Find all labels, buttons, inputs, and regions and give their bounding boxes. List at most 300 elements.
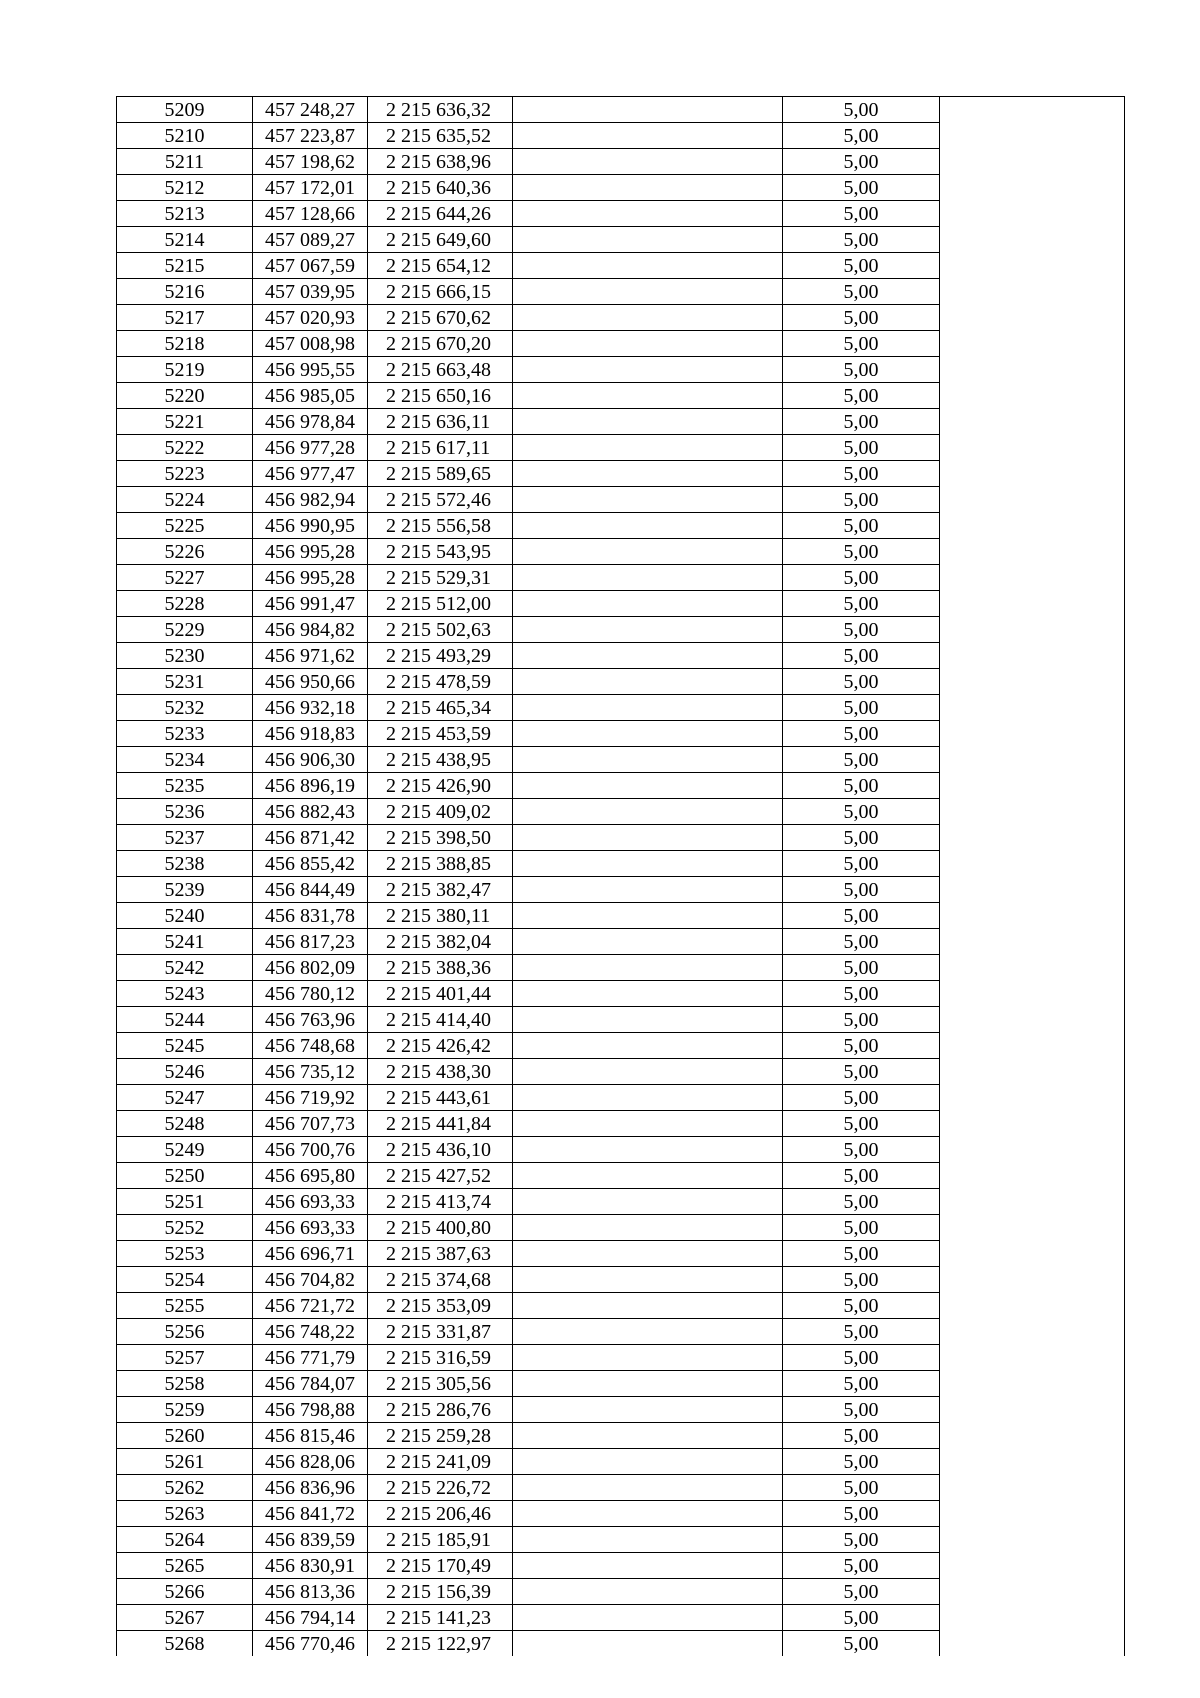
empty-cell [940,591,1125,617]
empty-cell [513,695,783,721]
y-coordinate-cell: 2 215 316,59 [368,1345,513,1371]
point-number-cell: 5259 [117,1397,253,1423]
empty-cell [940,1501,1125,1527]
x-coordinate-cell: 457 223,87 [253,123,368,149]
point-number-cell: 5211 [117,149,253,175]
empty-cell [940,1267,1125,1293]
empty-cell [513,123,783,149]
value-cell: 5,00 [783,487,940,513]
x-coordinate-cell: 456 831,78 [253,903,368,929]
point-number-cell: 5247 [117,1085,253,1111]
empty-cell [513,305,783,331]
x-coordinate-cell: 456 991,47 [253,591,368,617]
y-coordinate-cell: 2 215 426,42 [368,1033,513,1059]
empty-cell [940,617,1125,643]
table-row [117,1397,1125,1423]
point-number-cell: 5216 [117,279,253,305]
x-coordinate-cell: 456 978,84 [253,409,368,435]
empty-cell [513,383,783,409]
point-number-cell: 5222 [117,435,253,461]
table-row [117,617,1125,643]
x-coordinate-cell: 456 977,28 [253,435,368,461]
empty-cell [940,487,1125,513]
point-number-cell: 5215 [117,253,253,279]
empty-cell [513,1085,783,1111]
empty-cell [513,279,783,305]
empty-cell [940,1293,1125,1319]
y-coordinate-cell: 2 215 426,90 [368,773,513,799]
x-coordinate-cell: 456 696,71 [253,1241,368,1267]
empty-cell [940,513,1125,539]
empty-cell [940,955,1125,981]
value-cell: 5,00 [783,1527,940,1553]
point-number-cell: 5217 [117,305,253,331]
x-coordinate-cell: 456 896,19 [253,773,368,799]
empty-cell [940,1449,1125,1475]
value-cell: 5,00 [783,1111,940,1137]
empty-cell [513,1189,783,1215]
x-coordinate-cell: 457 020,93 [253,305,368,331]
table-row [117,747,1125,773]
x-coordinate-cell: 457 172,01 [253,175,368,201]
empty-cell [513,1631,783,1657]
empty-cell [940,1605,1125,1631]
x-coordinate-cell: 456 721,72 [253,1293,368,1319]
y-coordinate-cell: 2 215 572,46 [368,487,513,513]
table-row [117,97,1125,123]
y-coordinate-cell: 2 215 241,09 [368,1449,513,1475]
empty-cell [940,383,1125,409]
point-number-cell: 5223 [117,461,253,487]
x-coordinate-cell: 457 067,59 [253,253,368,279]
y-coordinate-cell: 2 215 465,34 [368,695,513,721]
table-row [117,825,1125,851]
point-number-cell: 5230 [117,643,253,669]
y-coordinate-cell: 2 215 414,40 [368,1007,513,1033]
y-coordinate-cell: 2 215 409,02 [368,799,513,825]
point-number-cell: 5263 [117,1501,253,1527]
value-cell: 5,00 [783,1215,940,1241]
empty-cell [940,1397,1125,1423]
value-cell: 5,00 [783,305,940,331]
point-number-cell: 5254 [117,1267,253,1293]
x-coordinate-cell: 456 839,59 [253,1527,368,1553]
empty-cell [940,461,1125,487]
point-number-cell: 5235 [117,773,253,799]
value-cell: 5,00 [783,1267,940,1293]
x-coordinate-cell: 456 985,05 [253,383,368,409]
empty-cell [940,1137,1125,1163]
y-coordinate-cell: 2 215 401,44 [368,981,513,1007]
y-coordinate-cell: 2 215 453,59 [368,721,513,747]
value-cell: 5,00 [783,1007,940,1033]
empty-cell [513,175,783,201]
point-number-cell: 5256 [117,1319,253,1345]
table-row [117,175,1125,201]
empty-cell [940,747,1125,773]
empty-cell [513,1605,783,1631]
y-coordinate-cell: 2 215 636,11 [368,409,513,435]
table-row [117,305,1125,331]
value-cell: 5,00 [783,591,940,617]
value-cell: 5,00 [783,773,940,799]
empty-cell [513,1111,783,1137]
value-cell: 5,00 [783,1163,940,1189]
table-row [117,1137,1125,1163]
point-number-cell: 5209 [117,97,253,123]
empty-cell [513,1267,783,1293]
x-coordinate-cell: 456 780,12 [253,981,368,1007]
empty-cell [940,305,1125,331]
x-coordinate-cell: 456 982,94 [253,487,368,513]
table-row [117,669,1125,695]
empty-cell [513,357,783,383]
x-coordinate-cell: 456 707,73 [253,1111,368,1137]
table-row [117,721,1125,747]
empty-cell [940,175,1125,201]
point-number-cell: 5233 [117,721,253,747]
empty-cell [513,773,783,799]
empty-cell [940,123,1125,149]
empty-cell [940,1241,1125,1267]
y-coordinate-cell: 2 215 400,80 [368,1215,513,1241]
empty-cell [940,1371,1125,1397]
point-number-cell: 5237 [117,825,253,851]
x-coordinate-cell: 456 932,18 [253,695,368,721]
y-coordinate-cell: 2 215 512,00 [368,591,513,617]
point-number-cell: 5234 [117,747,253,773]
empty-cell [513,1241,783,1267]
empty-cell [513,1501,783,1527]
empty-cell [940,1033,1125,1059]
y-coordinate-cell: 2 215 331,87 [368,1319,513,1345]
table-row [117,461,1125,487]
table-row [117,1085,1125,1111]
x-coordinate-cell: 457 248,27 [253,97,368,123]
value-cell: 5,00 [783,435,940,461]
y-coordinate-cell: 2 215 556,58 [368,513,513,539]
empty-cell [513,669,783,695]
x-coordinate-cell: 456 695,80 [253,1163,368,1189]
table-row [117,253,1125,279]
x-coordinate-cell: 456 871,42 [253,825,368,851]
value-cell: 5,00 [783,1033,940,1059]
table-row [117,409,1125,435]
table-row [117,1449,1125,1475]
empty-cell [940,1527,1125,1553]
x-coordinate-cell: 456 700,76 [253,1137,368,1163]
empty-cell [940,825,1125,851]
y-coordinate-cell: 2 215 640,36 [368,175,513,201]
table-row [117,123,1125,149]
x-coordinate-cell: 456 748,22 [253,1319,368,1345]
empty-cell [513,565,783,591]
value-cell: 5,00 [783,695,940,721]
value-cell: 5,00 [783,1319,940,1345]
value-cell: 5,00 [783,1085,940,1111]
table-row [117,1423,1125,1449]
value-cell: 5,00 [783,1579,940,1605]
table-row [117,1579,1125,1605]
x-coordinate-cell: 456 918,83 [253,721,368,747]
value-cell: 5,00 [783,1501,940,1527]
empty-cell [513,1345,783,1371]
value-cell: 5,00 [783,227,940,253]
y-coordinate-cell: 2 215 206,46 [368,1501,513,1527]
point-number-cell: 5249 [117,1137,253,1163]
value-cell: 5,00 [783,877,940,903]
y-coordinate-cell: 2 215 413,74 [368,1189,513,1215]
y-coordinate-cell: 2 215 650,16 [368,383,513,409]
value-cell: 5,00 [783,1371,940,1397]
point-number-cell: 5238 [117,851,253,877]
empty-cell [513,1163,783,1189]
point-number-cell: 5219 [117,357,253,383]
empty-cell [513,1475,783,1501]
table-row [117,1371,1125,1397]
y-coordinate-cell: 2 215 589,65 [368,461,513,487]
table-row [117,1501,1125,1527]
x-coordinate-cell: 456 984,82 [253,617,368,643]
empty-cell [513,955,783,981]
x-coordinate-cell: 456 830,91 [253,1553,368,1579]
point-number-cell: 5240 [117,903,253,929]
empty-cell [940,1553,1125,1579]
table-row [117,1319,1125,1345]
table-row [117,1631,1125,1657]
y-coordinate-cell: 2 215 670,20 [368,331,513,357]
value-cell: 5,00 [783,1241,940,1267]
point-number-cell: 5244 [117,1007,253,1033]
value-cell: 5,00 [783,279,940,305]
empty-cell [513,825,783,851]
point-number-cell: 5261 [117,1449,253,1475]
empty-cell [513,877,783,903]
x-coordinate-cell: 457 128,66 [253,201,368,227]
y-coordinate-cell: 2 215 286,76 [368,1397,513,1423]
table-row [117,331,1125,357]
empty-cell [513,149,783,175]
empty-cell [513,539,783,565]
y-coordinate-cell: 2 215 398,50 [368,825,513,851]
point-number-cell: 5267 [117,1605,253,1631]
empty-cell [940,565,1125,591]
table-row [117,1007,1125,1033]
empty-cell [513,227,783,253]
point-number-cell: 5241 [117,929,253,955]
empty-cell [940,1631,1125,1657]
x-coordinate-cell: 456 802,09 [253,955,368,981]
table-row [117,1215,1125,1241]
y-coordinate-cell: 2 215 226,72 [368,1475,513,1501]
value-cell: 5,00 [783,201,940,227]
point-number-cell: 5227 [117,565,253,591]
table-row [117,903,1125,929]
y-coordinate-cell: 2 215 644,26 [368,201,513,227]
x-coordinate-cell: 456 719,92 [253,1085,368,1111]
table-row [117,279,1125,305]
y-coordinate-cell: 2 215 666,15 [368,279,513,305]
empty-cell [940,643,1125,669]
x-coordinate-cell: 456 704,82 [253,1267,368,1293]
value-cell: 5,00 [783,1423,940,1449]
x-coordinate-cell: 457 089,27 [253,227,368,253]
value-cell: 5,00 [783,539,940,565]
empty-cell [940,1085,1125,1111]
y-coordinate-cell: 2 215 443,61 [368,1085,513,1111]
empty-cell [940,851,1125,877]
table-row [117,1605,1125,1631]
table-row [117,1111,1125,1137]
value-cell: 5,00 [783,643,940,669]
x-coordinate-cell: 456 995,28 [253,565,368,591]
empty-cell [940,1189,1125,1215]
value-cell: 5,00 [783,981,940,1007]
point-number-cell: 5258 [117,1371,253,1397]
y-coordinate-cell: 2 215 617,11 [368,435,513,461]
empty-cell [513,851,783,877]
empty-cell [940,981,1125,1007]
point-number-cell: 5242 [117,955,253,981]
value-cell: 5,00 [783,565,940,591]
empty-cell [513,643,783,669]
y-coordinate-cell: 2 215 502,63 [368,617,513,643]
x-coordinate-cell: 457 039,95 [253,279,368,305]
empty-cell [940,773,1125,799]
y-coordinate-cell: 2 215 259,28 [368,1423,513,1449]
empty-cell [940,799,1125,825]
value-cell: 5,00 [783,253,940,279]
empty-cell [513,1007,783,1033]
value-cell: 5,00 [783,1553,940,1579]
point-number-cell: 5252 [117,1215,253,1241]
point-number-cell: 5226 [117,539,253,565]
empty-cell [513,1579,783,1605]
x-coordinate-cell: 456 817,23 [253,929,368,955]
empty-cell [513,435,783,461]
y-coordinate-cell: 2 215 353,09 [368,1293,513,1319]
x-coordinate-cell: 456 784,07 [253,1371,368,1397]
point-number-cell: 5224 [117,487,253,513]
value-cell: 5,00 [783,955,940,981]
table-row [117,1059,1125,1085]
coordinates-table-body [117,97,1125,1657]
point-number-cell: 5257 [117,1345,253,1371]
point-number-cell: 5248 [117,1111,253,1137]
x-coordinate-cell: 457 008,98 [253,331,368,357]
table-row [117,1345,1125,1371]
point-number-cell: 5210 [117,123,253,149]
point-number-cell: 5228 [117,591,253,617]
y-coordinate-cell: 2 215 382,04 [368,929,513,955]
empty-cell [940,435,1125,461]
point-number-cell: 5221 [117,409,253,435]
table-row [117,539,1125,565]
empty-cell [513,97,783,123]
point-number-cell: 5229 [117,617,253,643]
value-cell: 5,00 [783,1631,940,1657]
table-row [117,929,1125,955]
empty-cell [940,1215,1125,1241]
point-number-cell: 5245 [117,1033,253,1059]
x-coordinate-cell: 456 841,72 [253,1501,368,1527]
table-row [117,799,1125,825]
value-cell: 5,00 [783,175,940,201]
empty-cell [940,539,1125,565]
value-cell: 5,00 [783,409,940,435]
y-coordinate-cell: 2 215 543,95 [368,539,513,565]
table-row [117,1475,1125,1501]
x-coordinate-cell: 456 798,88 [253,1397,368,1423]
x-coordinate-cell: 456 771,79 [253,1345,368,1371]
x-coordinate-cell: 456 770,46 [253,1631,368,1657]
table-row [117,149,1125,175]
x-coordinate-cell: 456 735,12 [253,1059,368,1085]
empty-cell [513,1215,783,1241]
table-row [117,1293,1125,1319]
table-row [117,877,1125,903]
table-row [117,851,1125,877]
x-coordinate-cell: 456 794,14 [253,1605,368,1631]
x-coordinate-cell: 456 828,06 [253,1449,368,1475]
table-row [117,487,1125,513]
x-coordinate-cell: 456 971,62 [253,643,368,669]
value-cell: 5,00 [783,123,940,149]
point-number-cell: 5236 [117,799,253,825]
y-coordinate-cell: 2 215 638,96 [368,149,513,175]
empty-cell [513,721,783,747]
x-coordinate-cell: 456 813,36 [253,1579,368,1605]
empty-cell [940,201,1125,227]
x-coordinate-cell: 456 748,68 [253,1033,368,1059]
value-cell: 5,00 [783,669,940,695]
empty-cell [513,747,783,773]
point-number-cell: 5253 [117,1241,253,1267]
empty-cell [513,1553,783,1579]
x-coordinate-cell: 456 977,47 [253,461,368,487]
empty-cell [940,669,1125,695]
table-row [117,1553,1125,1579]
empty-cell [513,981,783,1007]
y-coordinate-cell: 2 215 170,49 [368,1553,513,1579]
y-coordinate-cell: 2 215 663,48 [368,357,513,383]
empty-cell [513,1371,783,1397]
x-coordinate-cell: 456 950,66 [253,669,368,695]
empty-cell [513,1319,783,1345]
point-number-cell: 5218 [117,331,253,357]
value-cell: 5,00 [783,851,940,877]
point-number-cell: 5231 [117,669,253,695]
empty-cell [513,929,783,955]
x-coordinate-cell: 456 906,30 [253,747,368,773]
table-row [117,513,1125,539]
point-number-cell: 5265 [117,1553,253,1579]
empty-cell [513,1527,783,1553]
value-cell: 5,00 [783,1293,940,1319]
y-coordinate-cell: 2 215 156,39 [368,1579,513,1605]
y-coordinate-cell: 2 215 141,23 [368,1605,513,1631]
table-row [117,565,1125,591]
table-row [117,201,1125,227]
value-cell: 5,00 [783,1397,940,1423]
empty-cell [513,1059,783,1085]
x-coordinate-cell: 456 693,33 [253,1189,368,1215]
empty-cell [940,227,1125,253]
empty-cell [513,1449,783,1475]
y-coordinate-cell: 2 215 438,30 [368,1059,513,1085]
empty-cell [940,929,1125,955]
point-number-cell: 5250 [117,1163,253,1189]
